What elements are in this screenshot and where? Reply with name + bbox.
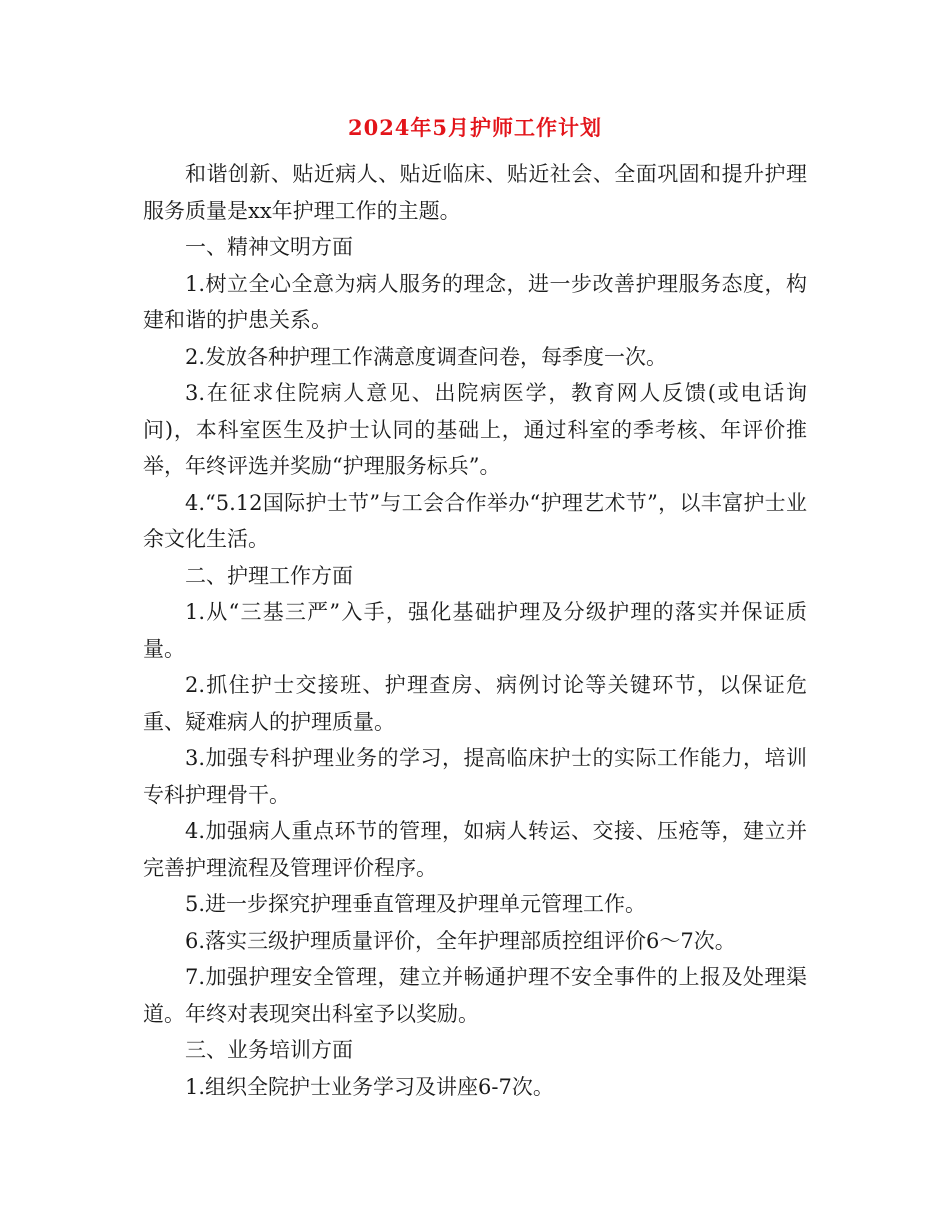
document-body xyxy=(143,156,807,1105)
section-heading-training: 三、业务培训方面 xyxy=(185,1038,353,1062)
training-item-1: 1.组织全院护士业务学习及讲座6-7次。 xyxy=(185,1074,554,1099)
spiritual-item-2: 2.发放各种护理工作满意度调查问卷，每季度一次。 xyxy=(185,344,668,369)
section-heading-spiritual: 一、精神文明方面 xyxy=(185,235,353,259)
nursing-item-4: 4.加强病人重点环节的管理，如病人转运、交接、压疮等，建立并完善护理流程及管理评价程序。 xyxy=(143,819,807,880)
nursing-item-1: 1.从“三基三严”入手，强化基础护理及分级护理的落实并保证质量。 xyxy=(143,600,807,661)
spiritual-item-3: 3.在征求住院病人意见、出院病医学，教育网人反馈(或电话询问)，本科室医生及护士认同的基础上，通过科室的季考核、年评价推举，年终评选并奖励“护理服务标兵”。 xyxy=(143,381,807,478)
spiritual-item-1: 1.树立全心全意为病人服务的理念，进一步改善护理服务态度，构建和谐的护患关系。 xyxy=(143,271,807,332)
nursing-item-2: 2.抓住护士交接班、护理查房、病例讨论等关键环节，以保证危重、疑难病人的护理质量。 xyxy=(143,673,807,734)
nursing-item-5: 5.进一步探究护理垂直管理及护理单元管理工作。 xyxy=(185,892,647,916)
document-title: 2024年5月护师工作计划 xyxy=(347,115,603,140)
nursing-item-3: 3.加强专科护理业务的学习，提高临床护士的实际工作能力，培训专科护理骨干。 xyxy=(143,746,807,807)
intro-paragraph: 和谐创新、贴近病人、贴近临床、贴近社会、全面巩固和提升护理服务质量是xx年护理工作的主题。 xyxy=(143,162,807,223)
nursing-item-6: 6.落实三级护理质量评价，全年护理部质控组评价6～7次。 xyxy=(185,928,736,953)
spiritual-item-4: 4.“5.12国际护士节”与工会合作举办“护理艺术节”，以丰富护士业余文化生活。 xyxy=(143,490,807,551)
nursing-item-7: 7.加强护理安全管理，建立并畅通护理不安全事件的上报及处理渠道。年终对表现突出科室予以奖励。 xyxy=(143,965,807,1026)
section-heading-nursing: 二、护理工作方面 xyxy=(185,563,353,588)
